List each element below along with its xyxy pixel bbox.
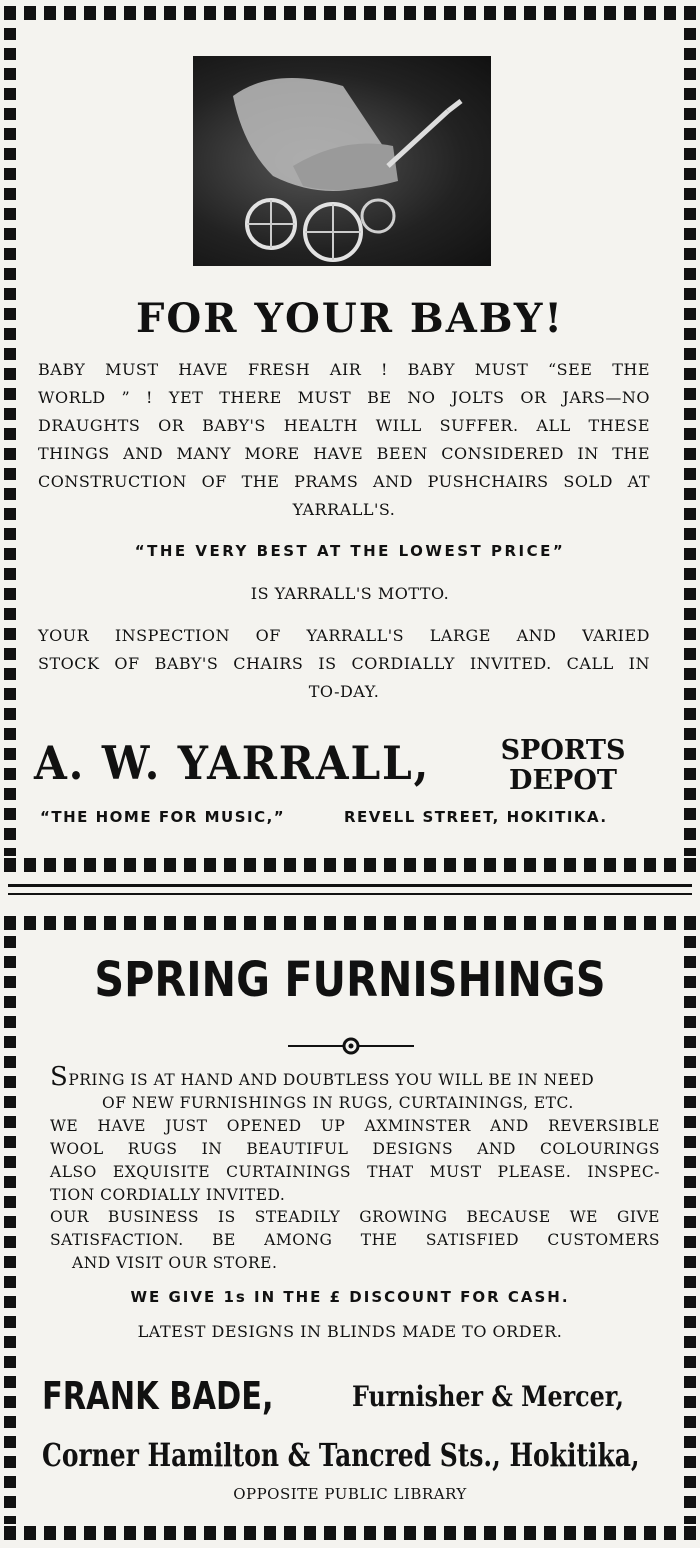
checkered-border-right bbox=[684, 936, 696, 1524]
body-line: WOOL RUGS IN BEAUTIFUL DESIGNS AND COLOURINGS bbox=[50, 1140, 660, 1158]
trade-line: Furnisher & Mercer, bbox=[352, 1380, 624, 1413]
sports-depot bbox=[490, 736, 636, 796]
column-rule bbox=[8, 893, 692, 895]
body-line: ALSO EXQUISITE CURTAININGS THAT MUST PLEASE. INSPEC- bbox=[50, 1163, 660, 1181]
body-line: YARRALL'S. bbox=[292, 500, 396, 519]
checkered-border-top bbox=[4, 6, 696, 20]
depot-line: SPORTS bbox=[500, 735, 626, 766]
body-line: TION CORDIALLY INVITED. bbox=[50, 1186, 286, 1204]
body-line: THINGS AND MANY MORE HAVE BEEN CONSIDERED IN THE bbox=[38, 444, 650, 463]
depot-line: DEPOT bbox=[509, 765, 617, 796]
tagline: “THE HOME FOR MUSIC,” bbox=[40, 808, 286, 826]
body-line: AND VISIT OUR STORE. bbox=[72, 1254, 278, 1272]
body-line: PRING IS AT HAND AND DOUBTLESS YOU WILL BE IN NEED bbox=[68, 1071, 595, 1089]
checkered-border-left bbox=[4, 936, 16, 1524]
checkered-border-left bbox=[4, 28, 16, 856]
invite-line: STOCK OF BABY'S CHAIRS IS CORDIALLY INVITED. CALL IN bbox=[38, 654, 650, 673]
body-line: DRAUGHTS OR BABY'S HEALTH WILL SUFFER. ALL THESE bbox=[38, 416, 650, 435]
address: REVELL STREET, HOKITIKA. bbox=[344, 808, 608, 826]
body-line: BABY MUST HAVE FRESH AIR ! BABY MUST “SEE THE bbox=[38, 360, 650, 379]
pram-photo bbox=[193, 56, 491, 266]
drop-cap: S bbox=[50, 1062, 69, 1092]
ornament-divider bbox=[288, 1036, 414, 1056]
body-line: WE HAVE JUST OPENED UP AXMINSTER AND REVERSIBLE bbox=[50, 1117, 660, 1135]
blinds-line: LATEST DESIGNS IN BLINDS MADE TO ORDER. bbox=[137, 1322, 563, 1341]
checkered-border-right bbox=[684, 28, 696, 856]
ad-headline: FOR YOUR BABY! bbox=[136, 295, 564, 342]
ad-title: SPRING FURNISHINGS bbox=[94, 952, 606, 1008]
landmark: OPPOSITE PUBLIC LIBRARY bbox=[233, 1485, 467, 1503]
invite-line: YOUR INSPECTION OF YARRALL'S LARGE AND VARIED bbox=[38, 626, 650, 645]
business-name: A. W. YARRALL, bbox=[34, 736, 431, 790]
checkered-border-bottom bbox=[4, 858, 696, 872]
business-name: FRANK BADE, bbox=[42, 1374, 274, 1418]
checkered-border-top bbox=[4, 916, 696, 930]
column-rule bbox=[8, 884, 692, 887]
motto-suffix: IS YARRALL'S MOTTO. bbox=[250, 584, 450, 603]
body-line: OF NEW FURNISHINGS IN RUGS, CURTAININGS, ETC. bbox=[102, 1094, 574, 1112]
body-line: OUR BUSINESS IS STEADILY GROWING BECAUSE WE GIVE bbox=[50, 1208, 660, 1226]
motto-quote: “THE VERY BEST AT THE LOWEST PRICE” bbox=[134, 542, 566, 560]
discount-line: WE GIVE 1s IN THE £ DISCOUNT FOR CASH. bbox=[130, 1288, 570, 1306]
body-line: SATISFACTION. BE AMONG THE SATISFIED CUSTOMERS bbox=[50, 1231, 660, 1249]
body-line: WORLD ” ! YET THERE MUST BE NO JOLTS OR JARS—NO bbox=[38, 388, 650, 407]
body-line: CONSTRUCTION OF THE PRAMS AND PUSHCHAIRS SOLD AT bbox=[38, 472, 650, 491]
address: Corner Hamilton & Tancred Sts., Hokitika, bbox=[42, 1436, 640, 1474]
checkered-border-bottom bbox=[4, 1526, 696, 1540]
invite-line: TO-DAY. bbox=[308, 682, 380, 701]
